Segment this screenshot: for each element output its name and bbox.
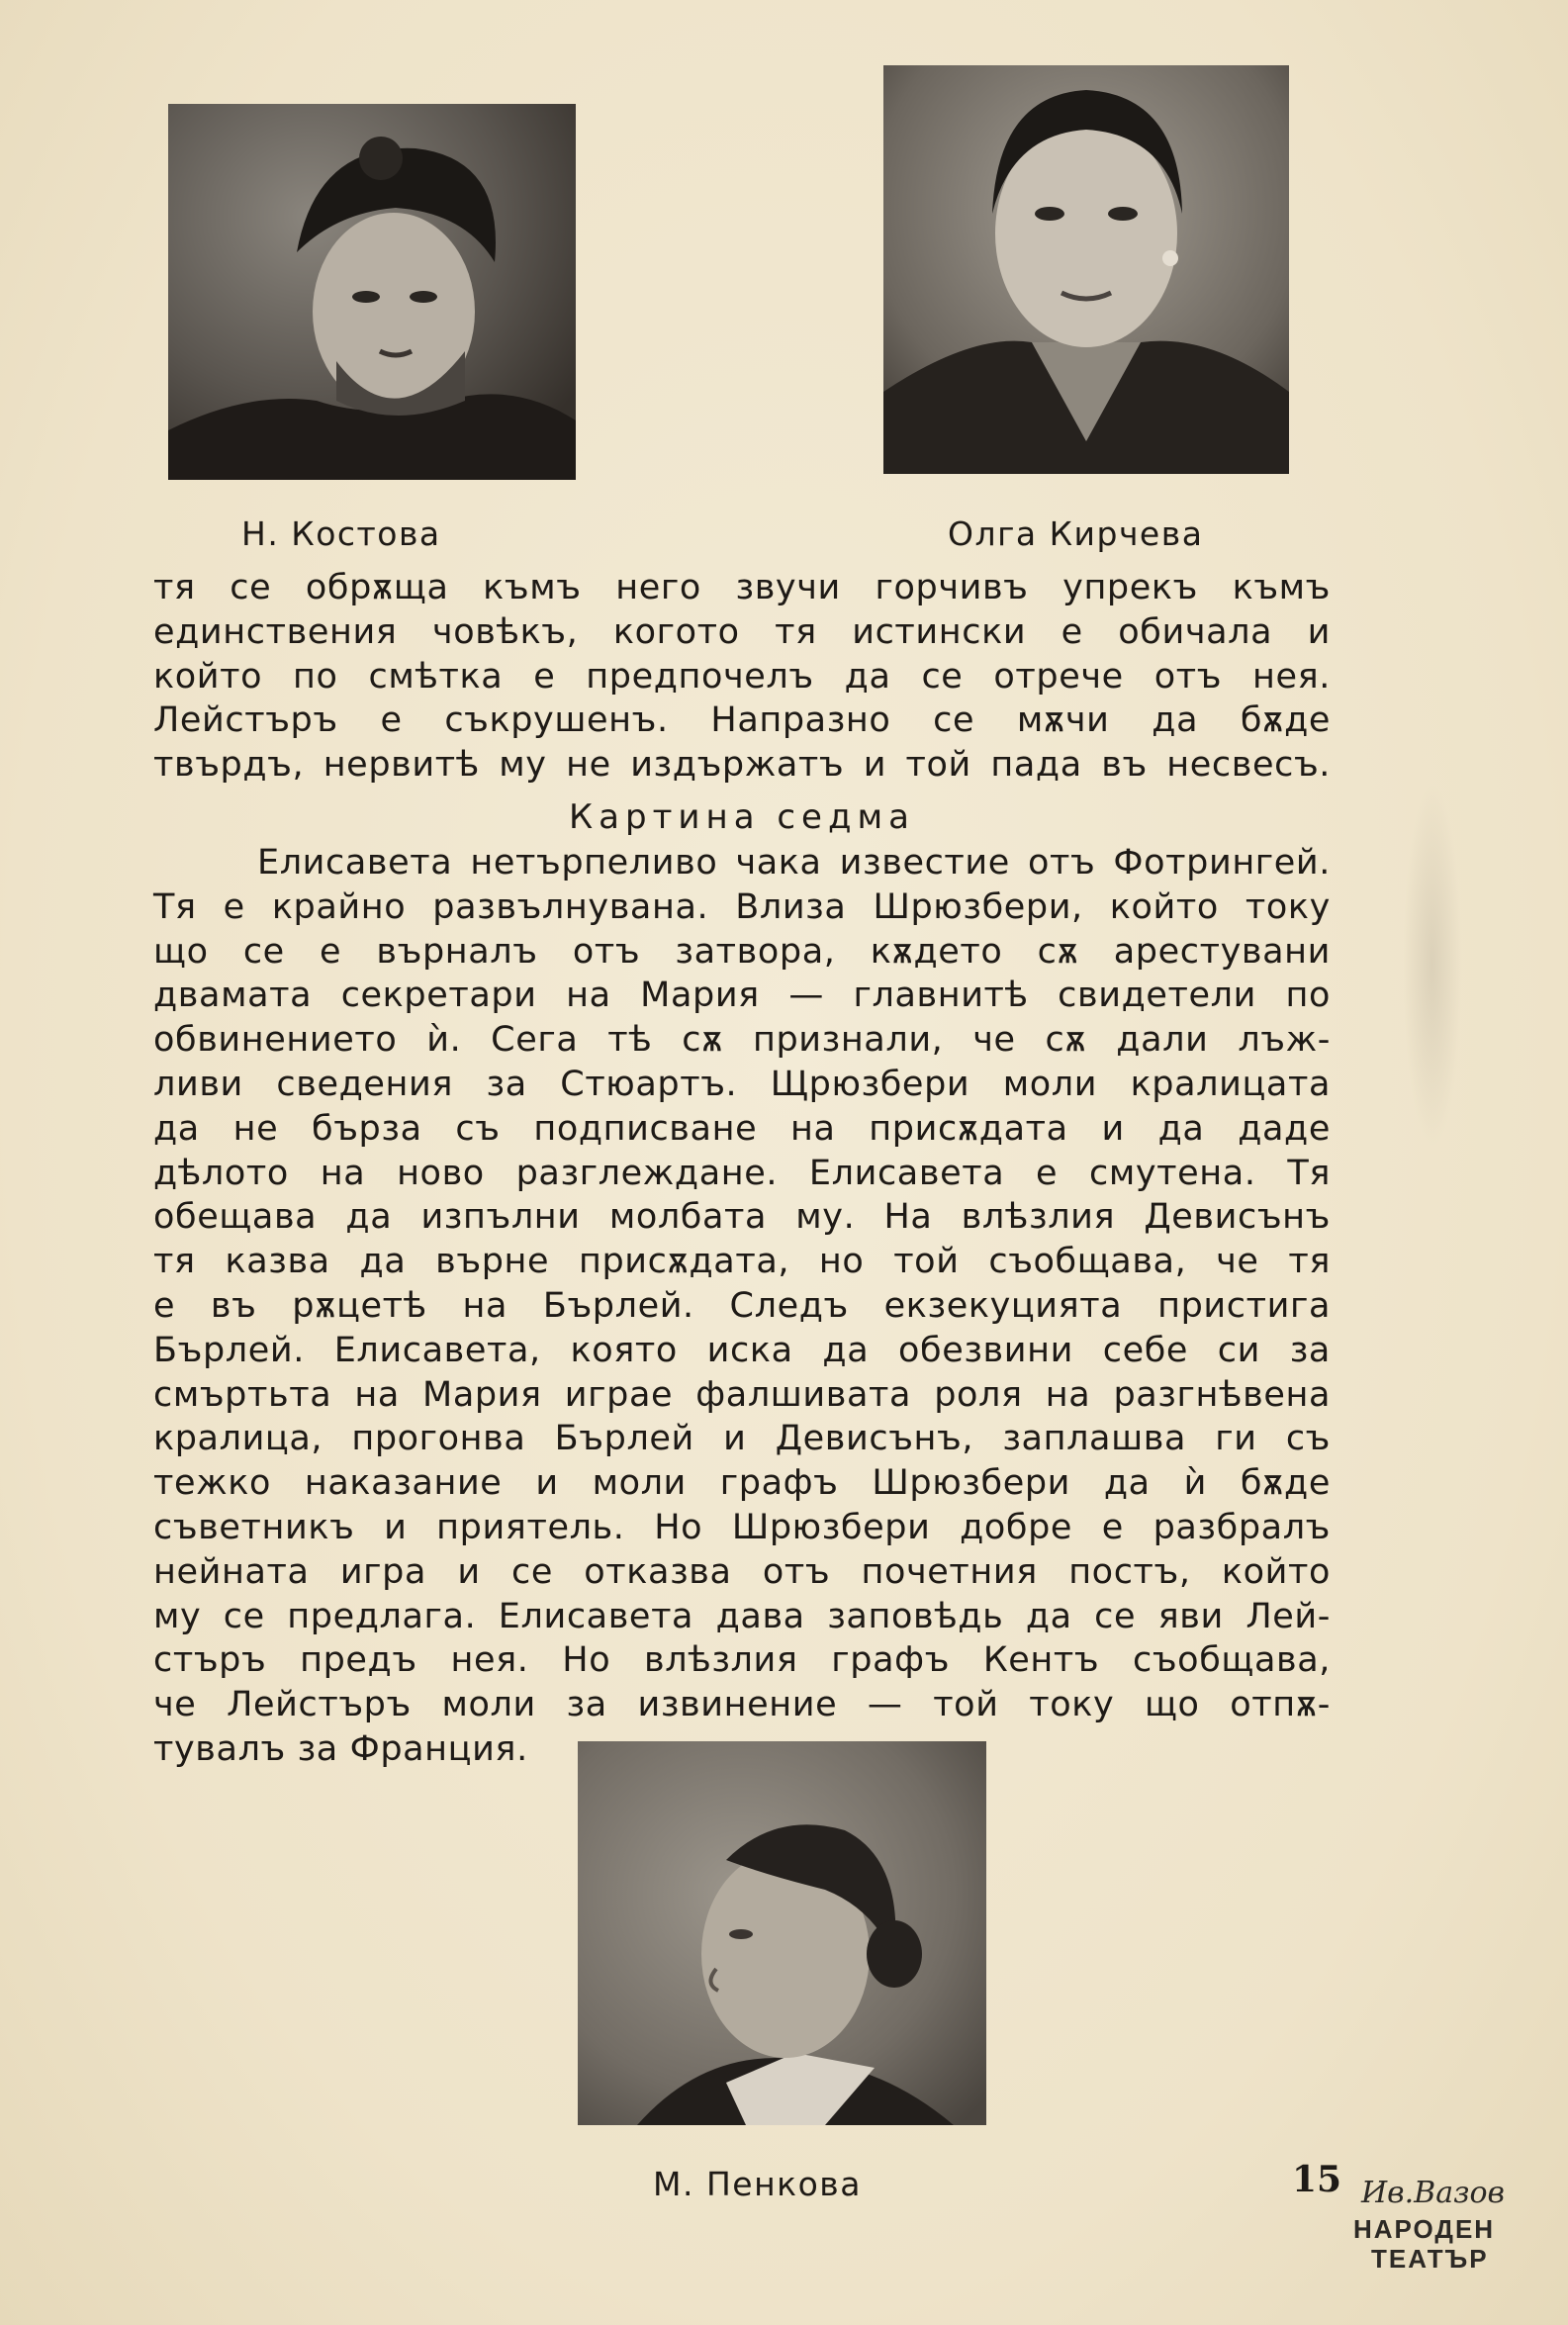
text-line: смъртьта на Мария играе фалшивата роля на разгнѣвена xyxy=(153,1374,1331,1415)
portrait-caption-kostova: Н. Костова xyxy=(241,514,441,553)
text-line: че Лейстъръ моли за извинение — той току що отпѫ- xyxy=(153,1685,1331,1725)
text-line: дѣлото на ново разглеждане. Елисавета е смутена. Тя xyxy=(153,1153,1331,1193)
text-line: Лейстъръ е съкрушенъ. Напразно се мѫчи да бѫде xyxy=(153,700,1331,741)
text-line: кралица, прогонва Бърлей и Девисънъ, заплашва ги съ xyxy=(153,1419,1331,1459)
text-line: да не бърза съ подписване на присѫдата и да даде xyxy=(153,1108,1331,1149)
portrait-caption-kircheva: Олга Кирчева xyxy=(948,514,1204,553)
text-line: съветникъ и приятель. Но Шрюзбери добре е разбралъ xyxy=(153,1507,1331,1547)
scene-heading: Картина седма xyxy=(569,797,915,837)
portrait-photo-kostova xyxy=(168,104,576,480)
text-line: обвинението ѝ. Сега тѣ сѫ признали, че сѫ дали лъж- xyxy=(153,1020,1331,1061)
text-line: е въ рѫцетѣ на Бърлей. Следъ екзекуцията пристига xyxy=(153,1285,1331,1326)
paragraph-2 xyxy=(153,841,1331,1772)
portrait-photo-kircheva xyxy=(883,65,1289,474)
text-line: Бърлей. Елисавета, която иска да обезвини себе си за xyxy=(153,1330,1331,1370)
logo-word-1: НАРОДЕН xyxy=(1353,2214,1496,2244)
text-line: Тя е крайно развълнувана. Влиза Шрюзбери, който току xyxy=(153,886,1331,927)
text-line: нейната игра и се отказва отъ почетния постъ, който xyxy=(153,1551,1331,1592)
page-number: 15 xyxy=(1292,2159,1342,2200)
portrait-caption-penkova: М. Пенкова xyxy=(653,2165,862,2203)
paper-stain xyxy=(1403,782,1462,1148)
text-line: ливи сведения за Стюартъ. Щрюзбери моли кралицата xyxy=(153,1064,1331,1104)
text-line: тувалъ за Франция. xyxy=(153,1728,528,1769)
text-line: който по смѣтка е предпочелъ да се отрече отъ нея. xyxy=(153,656,1331,697)
text-line: твърдъ, нервитѣ му не издържатъ и той пада въ несвесъ. xyxy=(153,745,1331,786)
text-line: що се е върналъ отъ затвора, кѫдето сѫ арестувани xyxy=(153,931,1331,972)
text-line: тя се обрѫща къмъ него звучи горчивъ упрекъ къмъ xyxy=(153,568,1331,607)
text-line: тя казва да върне присѫдата, но той съобщава, че тя xyxy=(153,1242,1331,1282)
text-line: стъръ предъ нея. Но влѣзлия графъ Кентъ съобщава, xyxy=(153,1640,1331,1681)
national-theatre-logo xyxy=(1351,2165,1510,2276)
text-line: двамата секретари на Мария — главнитѣ свидетели по xyxy=(153,976,1331,1016)
text-line: му се предлага. Елисавета дава заповѣдь да се яви Лей- xyxy=(153,1596,1331,1636)
paragraph-1 xyxy=(153,566,1331,788)
text-line: тежко наказание и моли графъ Шрюзбери да ѝ бѫде xyxy=(153,1463,1331,1504)
portrait-photo-penkova xyxy=(578,1741,986,2125)
text-line: обещава да изпълни молбата му. На влѣзлия Девисънъ xyxy=(153,1197,1331,1238)
text-line: единствения човѣкъ, когото тя истински е обичала и xyxy=(153,611,1331,652)
text-line: Елисавета нетърпеливо чака известие отъ Фотрингей. xyxy=(257,843,1331,883)
logo-signature: Ив.Вазов xyxy=(1361,2176,1505,2210)
logo-word-2: ТЕАТЪР xyxy=(1371,2244,1489,2274)
